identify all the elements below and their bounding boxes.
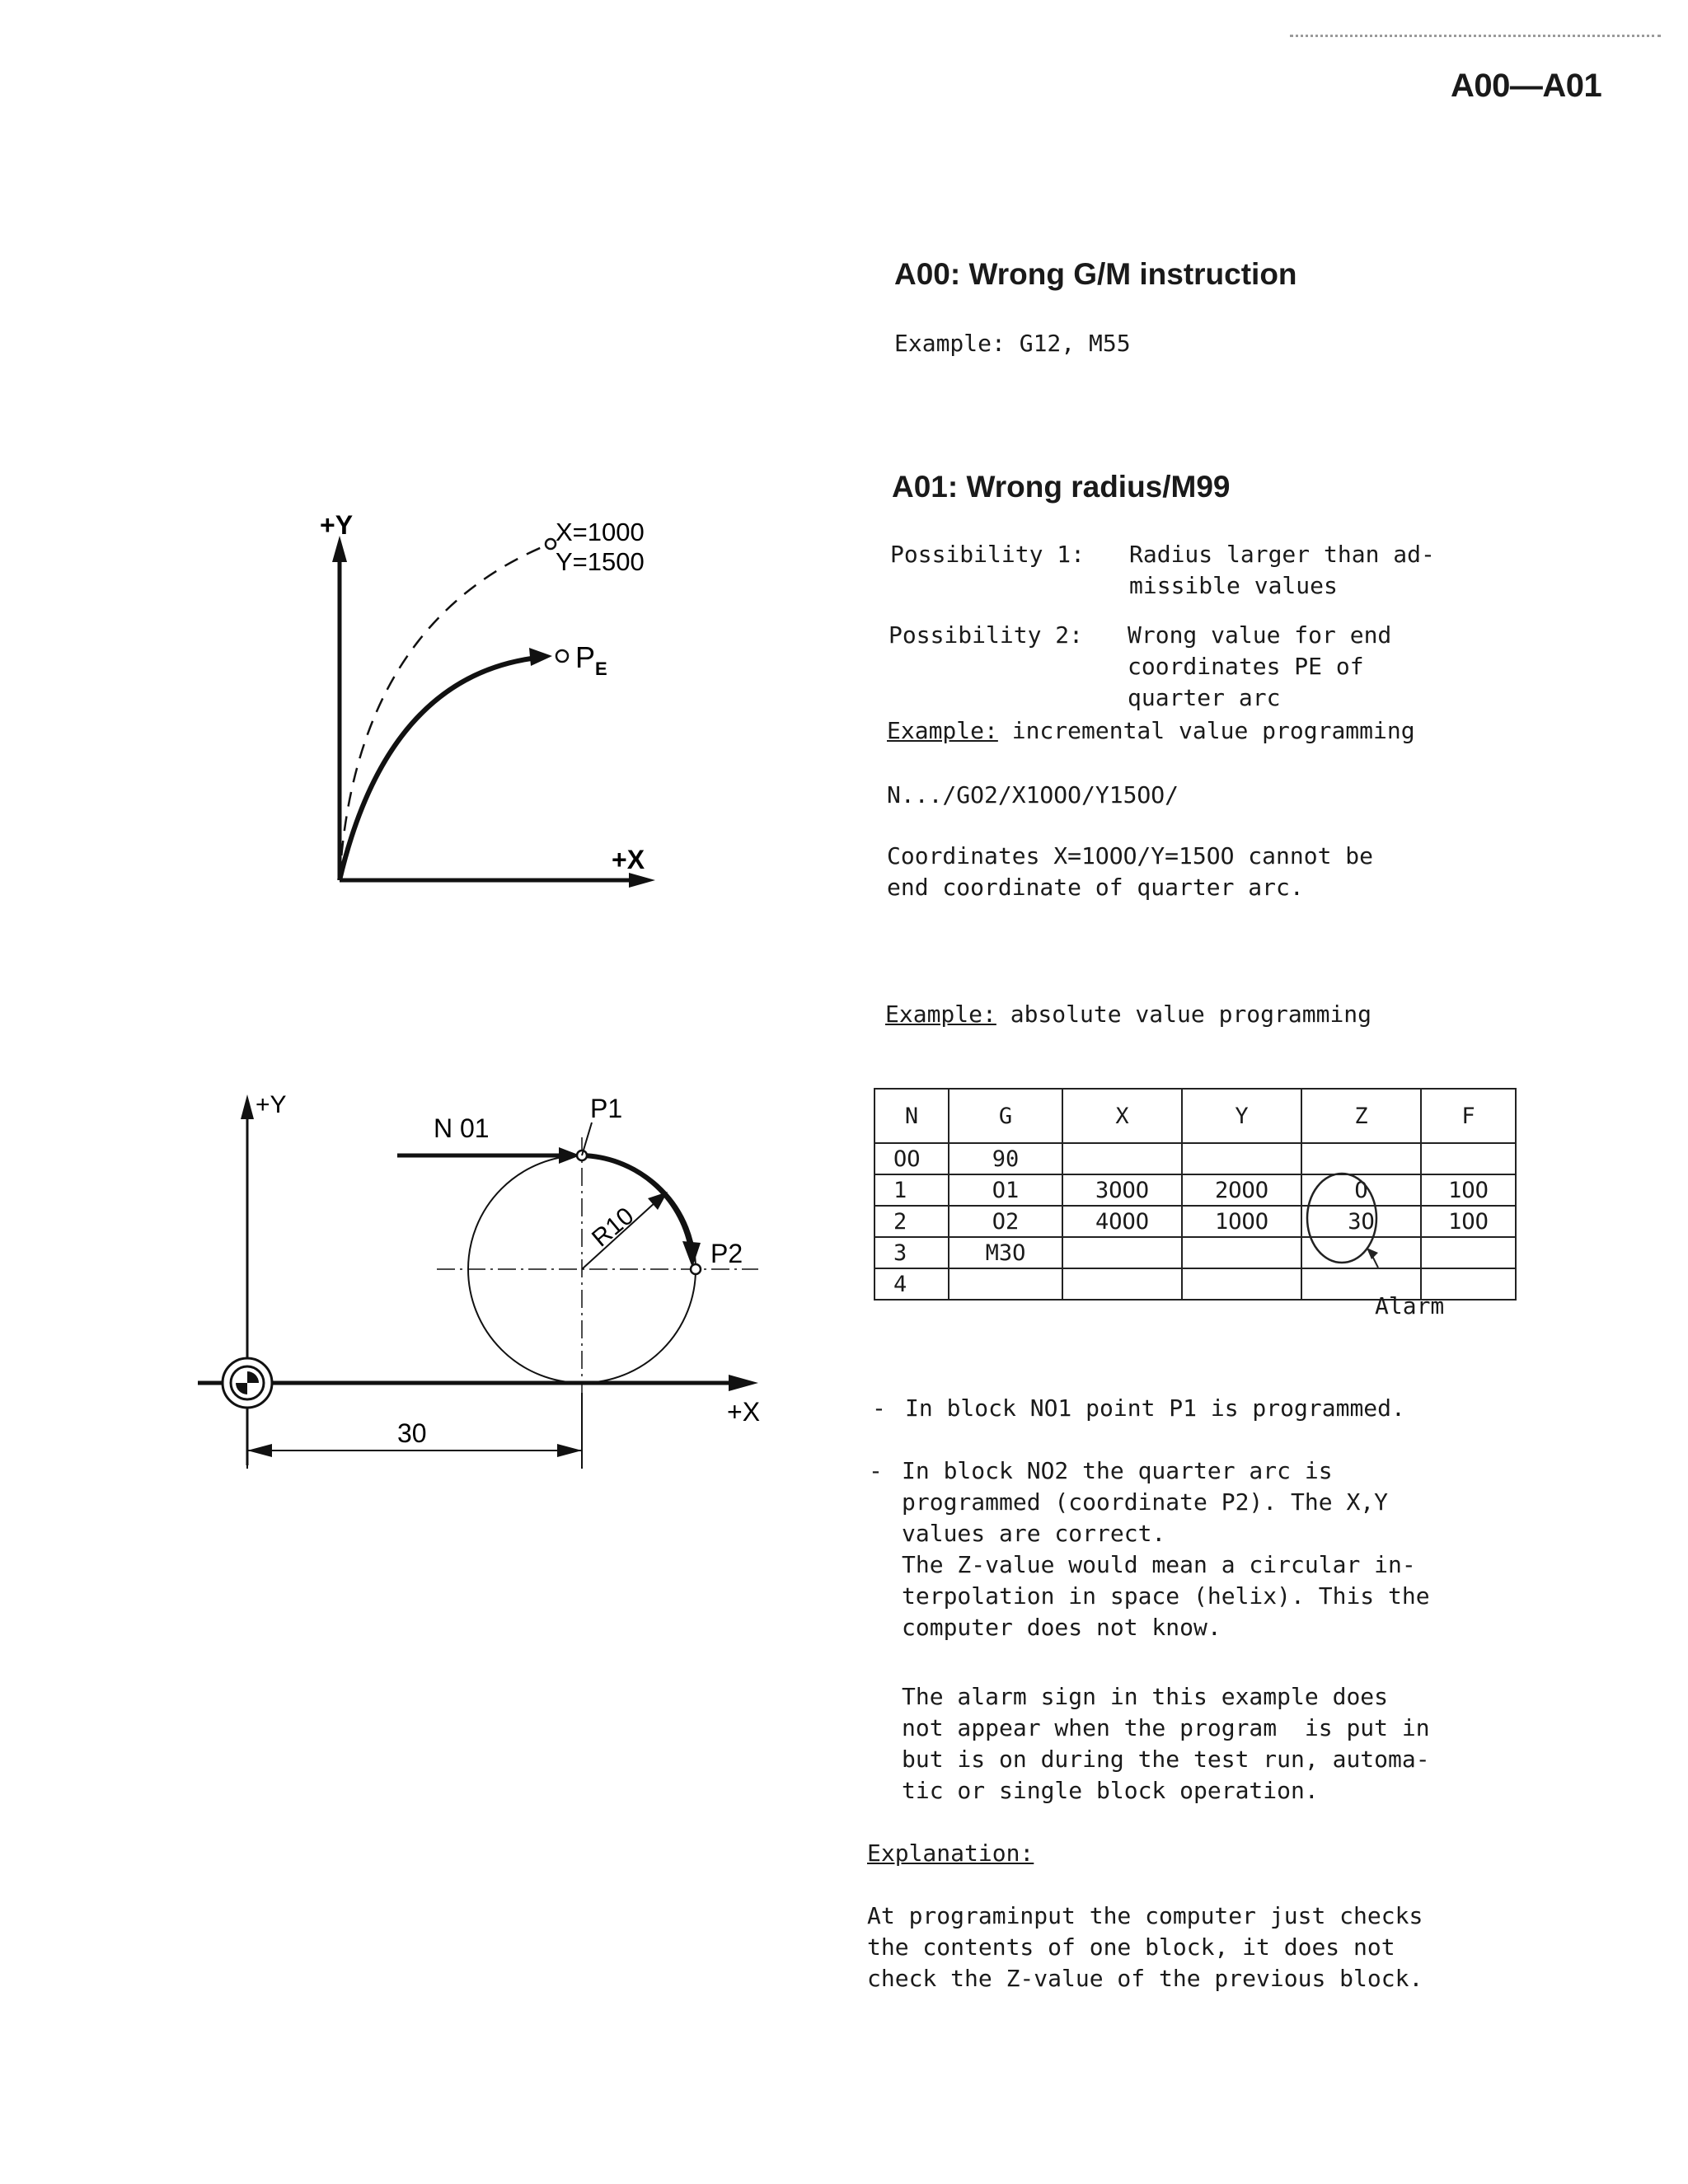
end-y-label: Y=1500 bbox=[556, 547, 645, 576]
z-value-circle bbox=[1307, 1174, 1376, 1263]
y-axis-arrowhead bbox=[241, 1094, 254, 1119]
pe-label: $P_E$ bbox=[575, 640, 607, 679]
cell bbox=[1062, 1268, 1182, 1300]
diagram-incremental-arc bbox=[313, 503, 725, 915]
possibility-2-text: Wrong value for end coordinates PE of quarter arc bbox=[1128, 621, 1392, 711]
x-axis-arrowhead bbox=[629, 873, 655, 888]
cell: M3O bbox=[949, 1237, 1062, 1268]
y-axis-label: +Y bbox=[320, 510, 354, 540]
bullet-dash: - bbox=[869, 1457, 883, 1484]
cell: OO bbox=[874, 1143, 949, 1174]
n01-label: N 01 bbox=[434, 1113, 490, 1143]
possibility-1-label: Possibility 1: bbox=[890, 541, 1085, 568]
header-f: F bbox=[1421, 1089, 1516, 1143]
header-g: G bbox=[949, 1089, 1062, 1143]
y-axis-label: +Y bbox=[256, 1091, 287, 1118]
incremental-example bbox=[887, 715, 1415, 747]
cell: 3OOO bbox=[1062, 1174, 1182, 1206]
end-x-label: X=1000 bbox=[556, 518, 645, 546]
correct-quarter-arc bbox=[340, 658, 537, 880]
coordinate-note: Coordinates X=1OOO/Y=15OO cannot be end coordinate of quarter arc. bbox=[887, 842, 1374, 901]
cell: 90 bbox=[949, 1143, 1062, 1174]
table-header-row bbox=[874, 1089, 1516, 1143]
page-header-title: A00—A01 bbox=[1451, 68, 1602, 104]
example-label: Example: bbox=[887, 717, 998, 744]
x-axis-arrowhead bbox=[729, 1375, 758, 1391]
p2-marker bbox=[691, 1264, 701, 1274]
possibility-2-label: Possibility 2: bbox=[889, 621, 1084, 649]
bullet-item-1 bbox=[872, 1393, 1405, 1424]
top-dotted-rule bbox=[1290, 35, 1661, 37]
bullet-item-2 bbox=[869, 1455, 1430, 1643]
x-axis-label: +X bbox=[727, 1397, 761, 1427]
dimension-label: 30 bbox=[397, 1418, 427, 1448]
cell: 1OOO bbox=[1182, 1206, 1301, 1237]
a00-heading: A00: Wrong G/M instruction bbox=[894, 257, 1297, 291]
example-label-2: Example: bbox=[885, 1001, 996, 1028]
cell: 2OOO bbox=[1182, 1174, 1301, 1206]
pe-endpoint-marker bbox=[556, 650, 568, 662]
cell bbox=[1062, 1143, 1182, 1174]
p1-label: P1 bbox=[590, 1094, 623, 1123]
possibility-1-text: Radius larger than ad- missible values bbox=[1129, 541, 1435, 599]
cell: 1OO bbox=[1421, 1174, 1516, 1206]
code-line: N.../GO2/X1OOO/Y15OO/ bbox=[887, 781, 1179, 808]
cell bbox=[1062, 1237, 1182, 1268]
header-x: X bbox=[1062, 1089, 1182, 1143]
cell: 1OO bbox=[1421, 1206, 1516, 1237]
p1-leader-line bbox=[582, 1122, 592, 1155]
possibility-1 bbox=[890, 539, 1435, 602]
alarm-label: Alarm bbox=[1375, 1292, 1445, 1319]
dashed-wrong-arc bbox=[340, 546, 546, 880]
explanation-text: At programinput the computer just checks the contents of one block, it does not check the Z-value of the previous block. bbox=[867, 1902, 1423, 1992]
cell: 4OOO bbox=[1062, 1206, 1182, 1237]
cell bbox=[1182, 1143, 1301, 1174]
bullet-2-text: In block NO2 the quarter arc is programmed (coordinate P2). The X,Y values are correct. The Z-value would mean a circular in- terpolation in space (helix). This the computer does not know. bbox=[902, 1457, 1430, 1641]
cell: 1 bbox=[874, 1174, 949, 1206]
bullet-2-continuation: The alarm sign in this example does not appear when the program is put in but is on during the test run, automa- tic or single block operation. bbox=[902, 1683, 1430, 1804]
cell: O bbox=[1301, 1174, 1421, 1206]
cell: O1 bbox=[949, 1174, 1062, 1206]
alarm-arrowhead bbox=[1367, 1248, 1378, 1259]
cell bbox=[1182, 1237, 1301, 1268]
a00-example: Example: G12, M55 bbox=[894, 330, 1131, 357]
cell bbox=[1182, 1268, 1301, 1300]
header-z: Z bbox=[1301, 1089, 1421, 1143]
header-y: Y bbox=[1182, 1089, 1301, 1143]
dimension-arrow-right bbox=[557, 1444, 582, 1457]
bullet-1-text: In block NO1 point P1 is programmed. bbox=[905, 1394, 1405, 1422]
header-n: N bbox=[874, 1089, 949, 1143]
x-axis-label: +X bbox=[612, 845, 645, 874]
radius-label: R10 bbox=[587, 1202, 640, 1253]
dimension-arrow-left bbox=[247, 1444, 272, 1457]
possibility-2 bbox=[889, 620, 1391, 714]
cell: 2 bbox=[874, 1206, 949, 1237]
absolute-text: absolute value programming bbox=[1010, 1001, 1372, 1028]
cell: 4 bbox=[874, 1268, 949, 1300]
cell: 3 bbox=[874, 1237, 949, 1268]
arc-arrowhead bbox=[529, 648, 552, 666]
p2-label: P2 bbox=[710, 1239, 743, 1268]
cell: 3O bbox=[1301, 1206, 1421, 1237]
diagram-absolute-arc bbox=[181, 1071, 791, 1483]
explanation-label: Explanation: bbox=[867, 1840, 1034, 1867]
wrong-endpoint-marker bbox=[546, 539, 556, 549]
absolute-example bbox=[885, 999, 1372, 1030]
a01-heading: A01: Wrong radius/M99 bbox=[892, 470, 1231, 504]
cell: O2 bbox=[949, 1206, 1062, 1237]
incremental-text: incremental value programming bbox=[1011, 717, 1415, 744]
bullet-dash: - bbox=[872, 1394, 886, 1422]
quarter-arc-arrowhead bbox=[682, 1241, 701, 1268]
cell bbox=[949, 1268, 1062, 1300]
